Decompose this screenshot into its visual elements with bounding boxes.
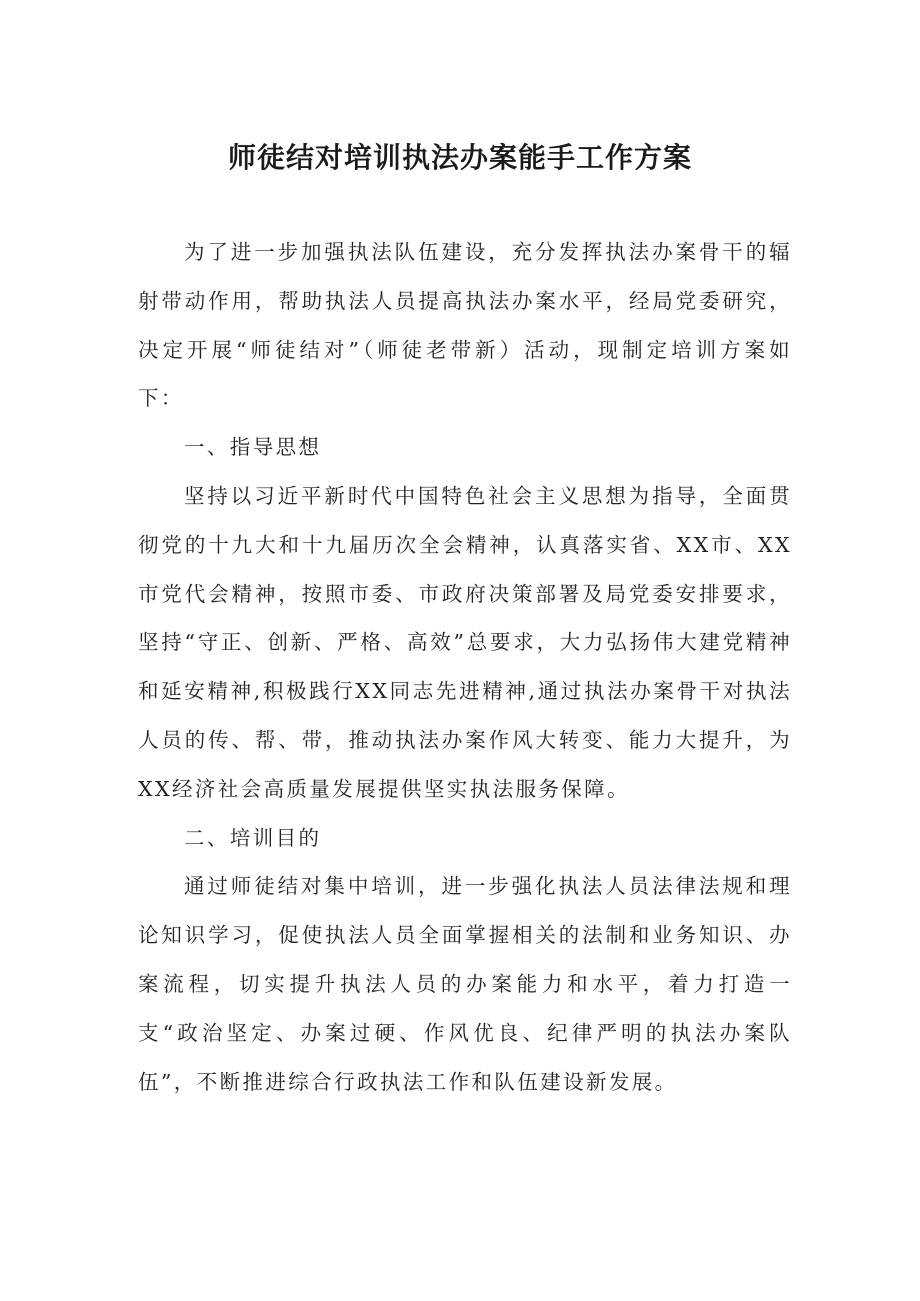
intro-paragraph: 为了进一步加强执法队伍建设，充分发挥执法办案骨干的辐射带动作用，帮助执法人员提高执法办案水平，经局党委研究，决定开展“师徒结对”（师徒老带新）活动，现制定培训方案如下： [138, 240, 792, 411]
section-body-training-purpose: 通过师徒结对集中培训，进一步强化执法人员法律法规和理论知识学习，促使执法人员全面掌握相关的法制和业务知识、办案流程，切实提升执法人员的办案能力和水平，着力打造一支“政治坚定、办案过硬、作风优良、纪律严明的执法办案队伍”，不断推进综合行政执法工作和队伍建设新发展。 [138, 874, 792, 1094]
section-heading-training-purpose: 二、培训目的 [184, 825, 322, 850]
document-body [138, 228, 792, 1106]
section-heading-guiding-ideology: 一、指导思想 [184, 435, 322, 460]
document-title: 师徒结对培训执法办案能手工作方案 [227, 141, 692, 174]
section-body-guiding-ideology: 坚持以习近平新时代中国特色社会主义思想为指导，全面贯彻党的十九大和十九届历次全会精神，认真落实省、XX市、XX市党代会精神，按照市委、市政府决策部署及局党委安排要求，坚持“守正、创新、严格、高效”总要求，大力弘扬伟大建党精神和延安精神,积极践行XX同志先进精神,通过执法办案骨干对执法人员的传、帮、带，推动执法办案作风大转变、能力大提升，为XX经济社会高质量发展提供坚实执法服务保障。 [138, 483, 792, 801]
